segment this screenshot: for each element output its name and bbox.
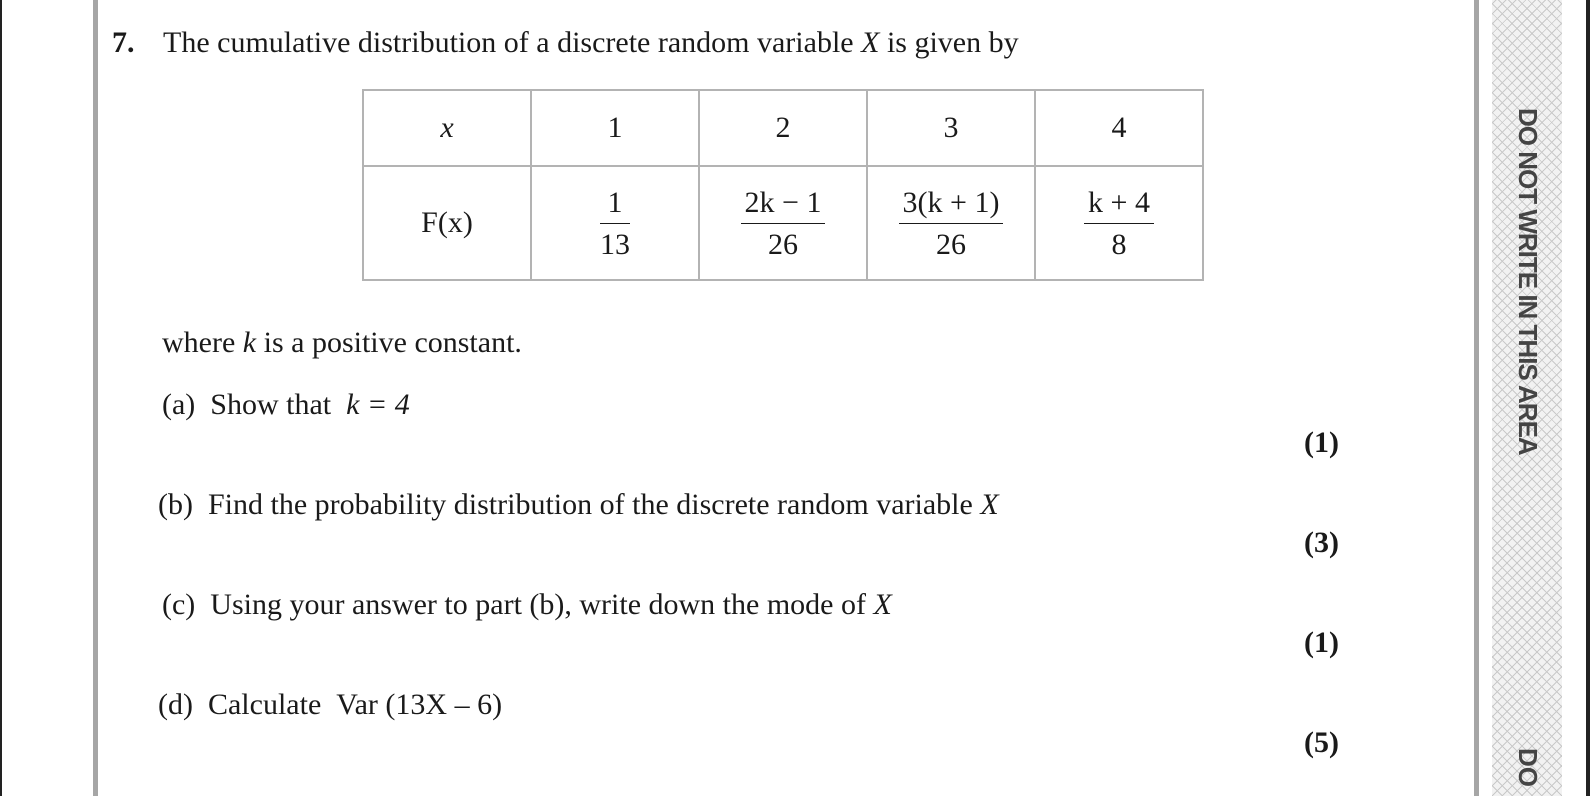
x-value: 1 [531, 90, 699, 166]
part-c-label: (c) [162, 588, 196, 621]
part-d-label: (d) [158, 688, 193, 721]
fraction-numerator: 1 [600, 186, 630, 224]
right-edge-line [1586, 0, 1590, 796]
part-a-label: (a) [162, 388, 196, 421]
part-a-math: k = 4 [346, 388, 410, 421]
x-value: 4 [1035, 90, 1203, 166]
fraction-denominator: 26 [767, 227, 798, 261]
stem-text-1: The cumulative distribution of a discrete random variable [163, 26, 862, 59]
question-stem [163, 26, 1019, 60]
fraction-numerator: k + 4 [1084, 186, 1154, 224]
part-d-math: Var (13X – 6) [336, 688, 503, 721]
fraction-denominator: 26 [936, 227, 966, 261]
part-b-label: (b) [158, 488, 193, 521]
part-b: (b) Find the probability distribution of the discrete random variable X [158, 488, 999, 521]
fraction-numerator: 3(k + 1) [899, 186, 1004, 224]
cdf-table [362, 89, 1204, 281]
fraction [899, 186, 1004, 261]
part-c: (c) Using your answer to part (b), write down the mode of X [162, 588, 892, 621]
part-c-marks: (1) [1304, 626, 1339, 659]
do-not-write-label-partial: DO [1513, 748, 1543, 787]
where-statement: where k is a positive constant. [162, 326, 522, 359]
table-row-f [363, 166, 1203, 280]
part-d: (d) Calculate Var (13X – 6) [158, 688, 503, 721]
part-a: (a) Show that k = 4 [162, 388, 410, 421]
do-not-write-label: DO NOT WRITE IN THIS AREA [1513, 108, 1543, 455]
x-value: 3 [867, 90, 1035, 166]
f-value [1035, 166, 1203, 280]
stem-text-2: is given by [879, 26, 1019, 59]
fraction [741, 186, 826, 261]
f-value [531, 166, 699, 280]
x-value: 2 [699, 90, 867, 166]
left-margin-bar [93, 0, 98, 796]
part-a-marks: (1) [1304, 426, 1339, 459]
fraction-numerator: 2k − 1 [741, 186, 826, 224]
table-row-x [363, 90, 1203, 166]
header-x: x [363, 90, 531, 166]
right-margin-bar [1474, 0, 1479, 796]
header-f: F(x) [363, 166, 531, 280]
left-edge-line [0, 0, 2, 796]
fraction-denominator: 8 [1111, 227, 1127, 261]
part-b-marks: (3) [1304, 526, 1339, 559]
part-d-marks: (5) [1304, 726, 1339, 759]
fraction [600, 186, 630, 261]
question-number: 7. [112, 26, 135, 59]
fraction-denominator: 13 [600, 227, 630, 261]
stem-variable: X [861, 26, 880, 59]
f-value [699, 166, 867, 280]
f-value [867, 166, 1035, 280]
fraction [1084, 186, 1154, 261]
